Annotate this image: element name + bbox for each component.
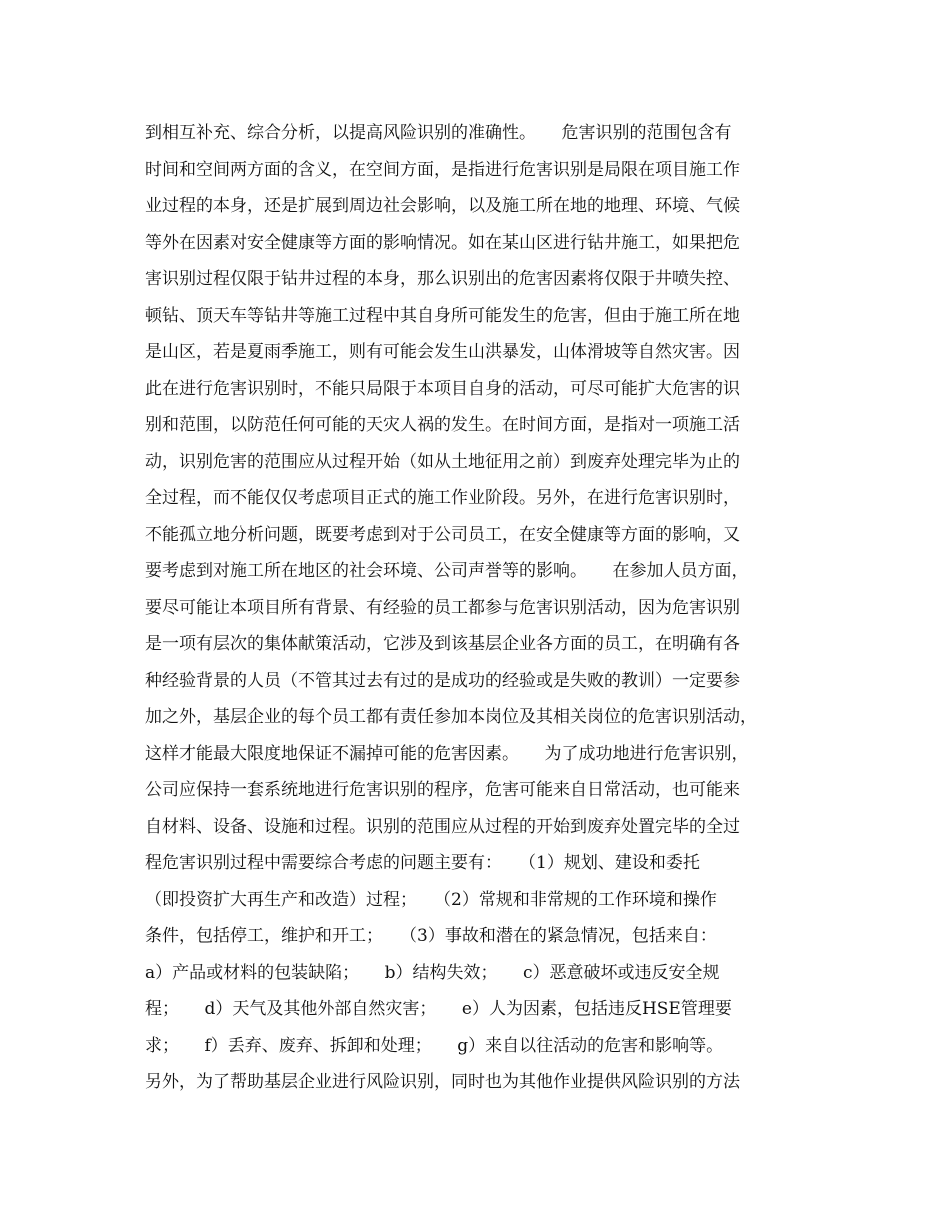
text-line: 加之外，基层企业的每个员工都有责任参加本岗位及其相关岗位的危害识别活动， (145, 707, 757, 727)
text-line: 动，识别危害的范围应从过程开始（如从土地征用之前）到废弃处理完毕为止的 (145, 451, 740, 472)
text-line: 别和范围，以防范任何可能的天灾人祸的发生。在时间方面，是指对一项施工活 (145, 415, 740, 435)
text-line: （即投资扩大再生产和改造）过程； （2）常规和非常规的工作环境和操作 (145, 889, 717, 910)
text-line: a）产品或材料的包装缺陷； b）结构失效； c）恶意破坏或违反安全规 (145, 962, 720, 983)
text-line: 是山区，若是夏雨季施工，则有可能会发生山洪暴发，山体滑坡等自然灾害。因 (145, 342, 740, 362)
text-line: 程危害识别过程中需要综合考虑的问题主要有： （1）规划、建设和委托 (145, 853, 700, 873)
text-line: 是一项有层次的集体献策活动，它涉及到该基层企业各方面的员工，在明确有各 (145, 634, 740, 654)
text-line: 另外，为了帮助基层企业进行风险识别，同时也为其他作业提供风险识别的方法 (145, 1072, 740, 1092)
text-line: 这样才能最大限度地保证不漏掉可能的危害因素。 为了成功地进行危害识别， (145, 743, 749, 764)
text-line: 顿钻、顶天车等钻井等施工过程中其自身所可能发生的危害，但由于施工所在地 (145, 305, 740, 326)
text-line: 条件，包括停工，维护和开工； （3）事故和潜在的紧急情况，包括来自： (145, 926, 717, 946)
text-line: 自材料、设备、设施和过程。识别的范围应从过程的开始到废弃处置完毕的全过 (145, 816, 740, 837)
text-line: 等外在因素对安全健康等方面的影响情况。如在某山区进行钻井施工，如果把危 (145, 232, 740, 253)
text-line: 公司应保持一套系统地进行危害识别的程序，危害可能来自日常活动，也可能来 (145, 780, 740, 800)
text-line: 种经验背景的人员（不管其过去有过的是成功的经验或是失败的教训）一定要参 (145, 670, 740, 691)
text-line: 到相互补充、综合分析，以提高风险识别的准确性。 危害识别的范围包含有 (145, 123, 732, 143)
text-line: 害识别过程仅限于钻井过程的本身，那么识别出的危害因素将仅限于井喷失控、 (145, 269, 740, 289)
text-line: 业过程的本身，还是扩展到周边社会影响，以及施工所在地的地理、环境、气候 (145, 196, 740, 216)
text-line: 不能孤立地分析问题，既要考虑到对于公司员工，在安全健康等方面的影响，又 (145, 524, 740, 545)
text-line: 求； f）丢弃、废弃、拆卸和处理； g）来自以往活动的危害和影响等。 (145, 1035, 724, 1056)
text-line: 此在进行危害识别时，不能只局限于本项目自身的活动，可尽可能扩大危害的识 (145, 378, 740, 399)
text-line: 程； d）天气及其他外部自然灾害； e）人为因素，包括违反HSE管理要 (145, 999, 732, 1019)
document-body (145, 115, 815, 1101)
text-line: 要考虑到对施工所在地区的社会环境、公司声誉等的影响。 在参加人员方面， (145, 561, 749, 581)
text-line: 时间和空间两方面的含义，在空间方面，是指进行危害识别是局限在项目施工作 (145, 159, 740, 180)
text-line: 要尽可能让本项目所有背景、有经验的员工都参与危害识别活动，因为危害识别 (145, 597, 740, 618)
text-line: 全过程，而不能仅仅考虑项目正式的施工作业阶段。另外，在进行危害识别时， (145, 488, 740, 508)
